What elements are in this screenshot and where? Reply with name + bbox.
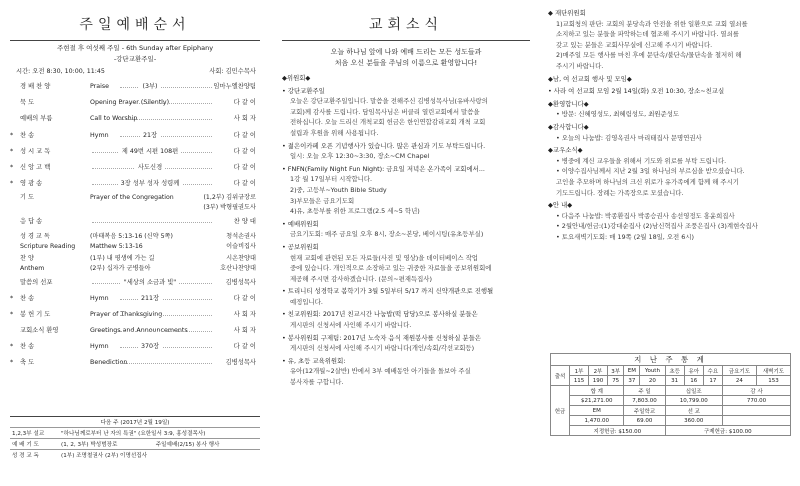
section-line: 고인을 추모하며 하나님의 크신 위로가 유가족에게 함께 해 주시기 [556, 177, 739, 186]
stats-table [550, 353, 791, 436]
offering-header [722, 406, 790, 416]
section-line: • 이양수집사님께서 지난 2월 3일 하나님의 부르심을 받으셨습니다. [556, 167, 745, 176]
leader-dots [120, 363, 212, 364]
order-star: * [10, 359, 14, 367]
next-row [10, 428, 260, 439]
leader-dots [92, 222, 212, 223]
next-cell: "하나님께로부터 난 자의 특권" (요한일서 3:9, 홍성결목사) [59, 428, 260, 439]
stats-title: 지 난 주 통 계 [551, 354, 791, 366]
news-title: 교회소식 [368, 17, 444, 33]
order-person: 임마누엘찬양팀 [213, 83, 256, 90]
order-person: 다 같 이 [233, 343, 256, 351]
order-category: 응 답 송 [20, 218, 43, 226]
news-section [282, 333, 530, 354]
order-item [10, 128, 260, 144]
news-section [548, 200, 793, 242]
order-item [10, 111, 260, 127]
news-section [282, 286, 530, 307]
notice-list [548, 8, 793, 242]
order-item [10, 176, 260, 192]
order-person: 다 같 이 [233, 147, 256, 155]
section-line: • 2월안내/헌금:(1)강대순집사 (2)남신혁집사 조풍은집사 (3)계현숙집사 [556, 222, 758, 231]
order-center [88, 128, 212, 144]
section-line: 유아(12개월~2살반) 반에서 3부 예배동안 아기들을 돌보아 주실 [290, 367, 471, 376]
order-center-text: 제 49번 시편 108편 [119, 148, 181, 155]
leader-dots [120, 331, 212, 332]
section-line: 소지하고 있는 분들을 파악하는데 협조해 주시기 바랍니다. 열쇠를 [556, 30, 739, 39]
service-time-row [10, 65, 260, 79]
section-line: 4)유, 초등부를 위한 프로그램(2.5 세~5 학년) [290, 207, 420, 216]
news-section [548, 8, 793, 72]
order-person-2: (3부) 박형필권도사 [203, 204, 256, 212]
order-center [88, 275, 212, 291]
order-star: * [10, 147, 14, 155]
section-line: 갖고 있는 분들은 교회사무실에 신고해 주시기 바랍니다. [556, 40, 713, 49]
news-section [282, 242, 530, 284]
attendance-label: 출석 [551, 366, 570, 386]
order-center [88, 79, 212, 95]
section-heading: • 유, 초등 교육위원회: [282, 356, 346, 365]
order-detail: Call to Worship [90, 115, 138, 123]
order-person: 다 같 이 [233, 180, 256, 188]
order-star: * [10, 294, 14, 302]
order-person: (1,2부) 김위규장로 [203, 194, 256, 202]
order-center [88, 160, 212, 176]
section-line: • 오늘의 나눔밥: 김영옥권사 마리태집사 문명연권사 [556, 133, 702, 142]
section-heading: ◆남, 여 선교회 행사 및 모임◆ [548, 74, 632, 83]
order-person: 김병성목사 [225, 278, 256, 286]
attendance-header: 초등 [665, 366, 684, 376]
order-category: 묵 도 [20, 99, 35, 107]
section-line: 오늘은 강단교환주일입니다. 말씀을 전해주신 김병성목사님(유바사랑의 [290, 97, 488, 106]
order-detail: Prayer of Thanksgiving [90, 310, 163, 318]
order-detail-2: Matthew 5:13-16 [90, 242, 143, 250]
order-detail: Greetings and Announcements [90, 327, 188, 335]
presider: 사회: 김민수목사 [209, 68, 256, 75]
service-time: 시간: 오전 8:30, 10:00, 11:45 [16, 68, 105, 75]
section-heading: • 젊은이카페 오픈 기념행사가 있습니다. 많은 관심과 기도 부탁드립니다. [282, 141, 486, 150]
notice-column [548, 0, 793, 486]
next-cell: (1부) 조명철권사 (2부) 이명선집사 [59, 450, 260, 461]
section-line: 교회)께 감사를 드립니다. 담임목사님은 버클리 열린교회에서 말씀을 [290, 107, 480, 116]
offering-header: 주 일 [624, 386, 665, 396]
offering-value: $21,271.00 [570, 396, 624, 406]
section-heading: • 봉사위원회 구제팀: 2017년 노숙자 음식 재원봉사를 신청하실 분들은 [282, 333, 481, 342]
offering-value: 69.00 [624, 416, 665, 426]
order-item [10, 323, 260, 339]
stats-row [551, 426, 791, 436]
stats-row [551, 406, 791, 416]
news-section [548, 86, 793, 97]
relief-offering: 구제헌금: $100.00 [665, 426, 790, 436]
order-category: 축 도 [20, 359, 35, 367]
order-detail: Benediction [90, 359, 128, 367]
news-column [282, 0, 530, 486]
news-section [282, 73, 530, 84]
order-category: 찬 송 [20, 294, 35, 302]
section-heading: • 예배위원회 [282, 219, 319, 228]
stats-row [551, 416, 791, 426]
stats-row [551, 386, 791, 396]
attendance-value: 75 [607, 376, 624, 386]
news-list [282, 73, 530, 388]
section-line: • 다음주 나눔밥: 박종환집사 박종승권사 송선영정도 홍윤희집사 [556, 211, 735, 220]
welcome-line-1: 오늘 하나님 앞에 나와 예배 드리는 모든 성도들과 [330, 48, 482, 56]
order-center-text: 21장 [140, 132, 160, 139]
order-category: 신 앙 고 백 [20, 163, 51, 171]
section-line: 주시기 바랍니다. [556, 61, 604, 70]
attendance-value: 190 [589, 376, 608, 386]
order-center-text: (3부) [139, 83, 160, 90]
next-cell: (1, 2, 3부) 박성범장로 [59, 439, 154, 450]
section-line: 설립과 후원을 위해 사용됩니다. [290, 128, 379, 137]
section-line: 1)교회청의 판단: 교회의 분당속과 안전을 위한 일환으로 교회 열쇠를 [556, 19, 748, 28]
attendance-header: 유아 [684, 366, 703, 376]
order-person: 다 같 이 [233, 294, 256, 302]
next-cell: 성 경 교 독 [10, 450, 59, 461]
news-section [282, 309, 530, 330]
attendance-header: 금요기도 [722, 366, 756, 376]
order-star: * [10, 343, 14, 351]
next-row [10, 450, 260, 461]
order-person-2: 호산나찬양대 [220, 264, 256, 272]
order-center-text: 사도신경 [135, 164, 165, 171]
order-category: 예배의 부름 [20, 115, 53, 123]
leader-dots [120, 103, 212, 104]
attendance-header: 새벽기도 [756, 366, 790, 376]
order-star: * [10, 180, 14, 188]
order-center [88, 291, 212, 307]
offering-header: 주일학교 [624, 406, 665, 416]
stats-row [551, 366, 791, 376]
order-category: 찬 양 [20, 254, 34, 262]
section-heading: ◆교우소식◆ [548, 146, 583, 155]
order-center-text: 211장 [138, 295, 162, 302]
order-item [10, 253, 260, 275]
leader-dots [120, 315, 212, 316]
attendance-header: 수요 [703, 366, 722, 376]
order-item [10, 79, 260, 95]
section-heading: ◆위원회◆ [282, 74, 311, 82]
order-detail: Prayer of the Congregation [90, 194, 174, 202]
order-center [88, 144, 212, 160]
order-person: 다 같 이 [233, 99, 256, 107]
order-person: 다 같 이 [233, 131, 256, 139]
attendance-header: 1부 [570, 366, 589, 376]
offering-value: 7,803.00 [624, 396, 665, 406]
news-section [548, 99, 793, 120]
section-heading: ◆ 재단위원회 [548, 9, 586, 17]
section-heading: • 강단교환주일 [282, 86, 325, 95]
order-item [10, 339, 260, 355]
order-item [10, 231, 260, 253]
section-heading: • 사라 여 선교회 모임 2월 14일(화) 오전 10:30, 장소~친교실 [548, 87, 725, 96]
section-line: 중에 있습니다. 개인적으로 소장하고 있는 귀중한 자료들을 공보위원회에 [290, 264, 492, 273]
section-line: 3)부모들은 금요기도회 [290, 196, 355, 205]
section-line: 봉사자를 구합니다. [290, 378, 344, 387]
order-category: 영 광 송 [20, 180, 43, 188]
worship-order-column [10, 0, 260, 486]
news-section [548, 122, 793, 143]
section-line: 금요기도회: 매주 금요일 오후 8시, 장소~본당, 베이시팅(유초등부실) [290, 230, 484, 239]
order-center [88, 339, 212, 355]
order-person: 사 회 자 [233, 310, 256, 318]
attendance-value: 115 [570, 376, 589, 386]
order-center-text: 370장 [138, 343, 162, 350]
offering-value [722, 416, 790, 426]
order-subtitle2: -강단교환주일- [113, 55, 157, 63]
order-detail: (1부) 내 평생에 가는 길 [90, 254, 155, 262]
section-line: 예정입니다. [290, 297, 323, 306]
title-rule [10, 40, 260, 41]
attendance-header: EM [624, 366, 640, 376]
order-person: 사 회 자 [233, 115, 256, 123]
next-row [10, 439, 260, 450]
order-category-en: Anthem [20, 264, 45, 272]
welcome-line-2: 처음 오신 분들을 주님의 이름으로 환영합니다! [334, 59, 478, 67]
section-heading: ◆환영합니다◆ [548, 99, 589, 108]
offering-header: EM [570, 406, 624, 416]
offering-header: 십일조 [665, 386, 722, 396]
order-star: * [10, 163, 14, 171]
attendance-value: 31 [665, 376, 684, 386]
order-person: 사 회 자 [233, 327, 256, 335]
section-line: • 방문: 신혜영성도, 최혜림성도, 최원준성도 [556, 110, 680, 119]
news-rule [282, 40, 530, 41]
order-star: * [10, 310, 14, 318]
offering-header: 선 교 [665, 406, 722, 416]
order-center-text: "세상의 소금과 빛" [121, 279, 179, 286]
stats-row [551, 376, 791, 386]
attendance-header: 3부 [607, 366, 624, 376]
order-item [10, 192, 260, 214]
section-line: 전하십니다. 오늘 드리신 개척교회 헌금은 한인연합감리교회 개척 교회 [290, 118, 486, 127]
section-heading: ◆감사합니다◆ [548, 122, 589, 131]
offering-value: 770.00 [722, 396, 790, 406]
stats-row [551, 396, 791, 406]
attendance-value: 17 [703, 376, 722, 386]
news-section [282, 219, 530, 240]
welcome-message [282, 47, 530, 69]
news-section [548, 145, 793, 198]
attendance-header: 2부 [589, 366, 608, 376]
section-line: 2)중, 고등부~Youth Bible Study [290, 185, 387, 194]
order-detail: Praise [90, 83, 110, 90]
order-person: 다 같 이 [233, 163, 256, 171]
order-detail: Hymn [90, 294, 109, 302]
offering-value: 1,470.00 [570, 416, 624, 426]
order-subtitle: 주현절 후 여섯째 주일 - 6th Sunday after Epiphany [56, 44, 214, 52]
order-person: 김병성목사 [225, 359, 256, 367]
order-title: 주일예배순서 [79, 17, 191, 33]
offering-value: 10,799.00 [665, 396, 722, 406]
order-detail: (마태복음 5:13-16 (신약 5쪽) [90, 232, 173, 240]
section-line: 게시판의 신청서에 사인해 주시기 바랍니다(개인/속회/각선교회등) [290, 344, 475, 353]
section-line: 일시: 오늘 오후 12:30~3:30, 장소~CM Chapel [290, 152, 430, 161]
order-category-en: Scripture Reading [20, 242, 76, 250]
attendance-value: 16 [684, 376, 703, 386]
next-cell: 주일예배(2/15) 봉사 행사 [154, 439, 260, 450]
offering-label: 헌금 [551, 386, 570, 436]
order-item [10, 355, 260, 371]
section-heading: • FNFN(Family Night Fun Night): 금요일 저녁은 온가족이 교회에서... [282, 164, 485, 173]
section-line: • 토요새벽기도회: 매 19쪽 (2월 18일, 오전 6시) [556, 232, 694, 241]
section-line: 1강 월 17일부터 시작합니다. [290, 175, 373, 184]
attendance-value: 24 [722, 376, 756, 386]
order-category: 말씀의 선포 [20, 278, 53, 286]
order-category: 기 도 [20, 194, 34, 202]
attendance-header: Youth [640, 366, 665, 376]
section-heading: ◆안 내◆ [548, 201, 573, 210]
section-line: 게시판의 신청서에 사인해 주시기 바랍니다. [290, 321, 412, 330]
section-line: 2)매주일 모든 행사를 마친 후에 문단속/불단속/물단속을 철저히 해 [556, 51, 742, 60]
next-week-header: 다음 주 (2017년 2월 19일) [10, 417, 260, 428]
order-detail: Hymn [90, 343, 109, 351]
section-line: • 병중에 계신 교우들을 위해서 기도와 위로를 부탁 드립니다. [556, 156, 727, 165]
offering-value: 360.00 [665, 416, 722, 426]
order-detail: Hymn [90, 131, 109, 139]
section-heading: • 친교위원회: 2017년 친교시간 나눔밥(떡 담당)으로 봉사하실 분들은 [282, 310, 478, 319]
section-line: 기도드립니다. 장례는 가족장으로 모셨습니다. [556, 188, 684, 197]
order-center-text: 3장 성부 성자 성령께 [118, 180, 183, 187]
order-list [10, 79, 260, 372]
next-cell: 1,2,3부 설교 [10, 428, 59, 439]
order-detail: Opening Prayer (Silently) [90, 99, 170, 107]
attendance-value: 37 [624, 376, 640, 386]
leader-dots [120, 119, 212, 120]
order-item [10, 160, 260, 176]
section-heading: • 트리니티 성경학교 봄학기가 3월 5일부터 5/17 까지 신약개관으로 진행될 [282, 287, 494, 296]
designated-offering: 지정헌금: $150.00 [570, 426, 665, 436]
next-week-table [10, 416, 260, 460]
news-section [282, 356, 530, 388]
news-section [282, 141, 530, 162]
attendance-value: 20 [640, 376, 665, 386]
offering-header: 합 계 [570, 386, 624, 396]
order-item [10, 95, 260, 111]
order-item [10, 214, 260, 230]
order-item [10, 275, 260, 291]
offering-header: 감 사 [722, 386, 790, 396]
news-section [548, 74, 793, 85]
order-person-2: 이슬비집사 [226, 242, 256, 250]
next-cell: 예 배 기 도 [10, 439, 59, 450]
order-center [88, 176, 212, 192]
order-category: 성 경 교 독 [20, 232, 50, 240]
order-category: 찬 송 [20, 131, 35, 139]
order-item [10, 291, 260, 307]
section-heading: • 공보위원회 [282, 242, 319, 251]
news-section [282, 86, 530, 139]
order-category: 봉 헌 기 도 [20, 310, 51, 318]
news-section [282, 164, 530, 217]
order-category: 교회소식 환영 [20, 327, 59, 335]
order-detail-2: (2부) 십자가 군병들아 [90, 264, 151, 272]
section-line: 제공해 주시면 감사하겠습니다. (문의~편재득집사) [290, 274, 432, 283]
order-category: 찬 송 [20, 343, 35, 351]
attendance-value: 153 [756, 376, 790, 386]
order-person: 찬 양 대 [233, 218, 256, 226]
order-item [10, 144, 260, 160]
order-person: 시온찬양대 [226, 254, 256, 262]
order-category: 경 배 찬 양 [20, 83, 51, 90]
order-star: * [10, 131, 14, 139]
order-person: 청석손권사 [226, 232, 256, 240]
section-line: 현재 교회에 관련된 모든 자료들(사진 및 영상)을 데이터베이스 작업 [290, 253, 478, 262]
order-category: 성 시 교 독 [20, 147, 51, 155]
order-item [10, 307, 260, 323]
